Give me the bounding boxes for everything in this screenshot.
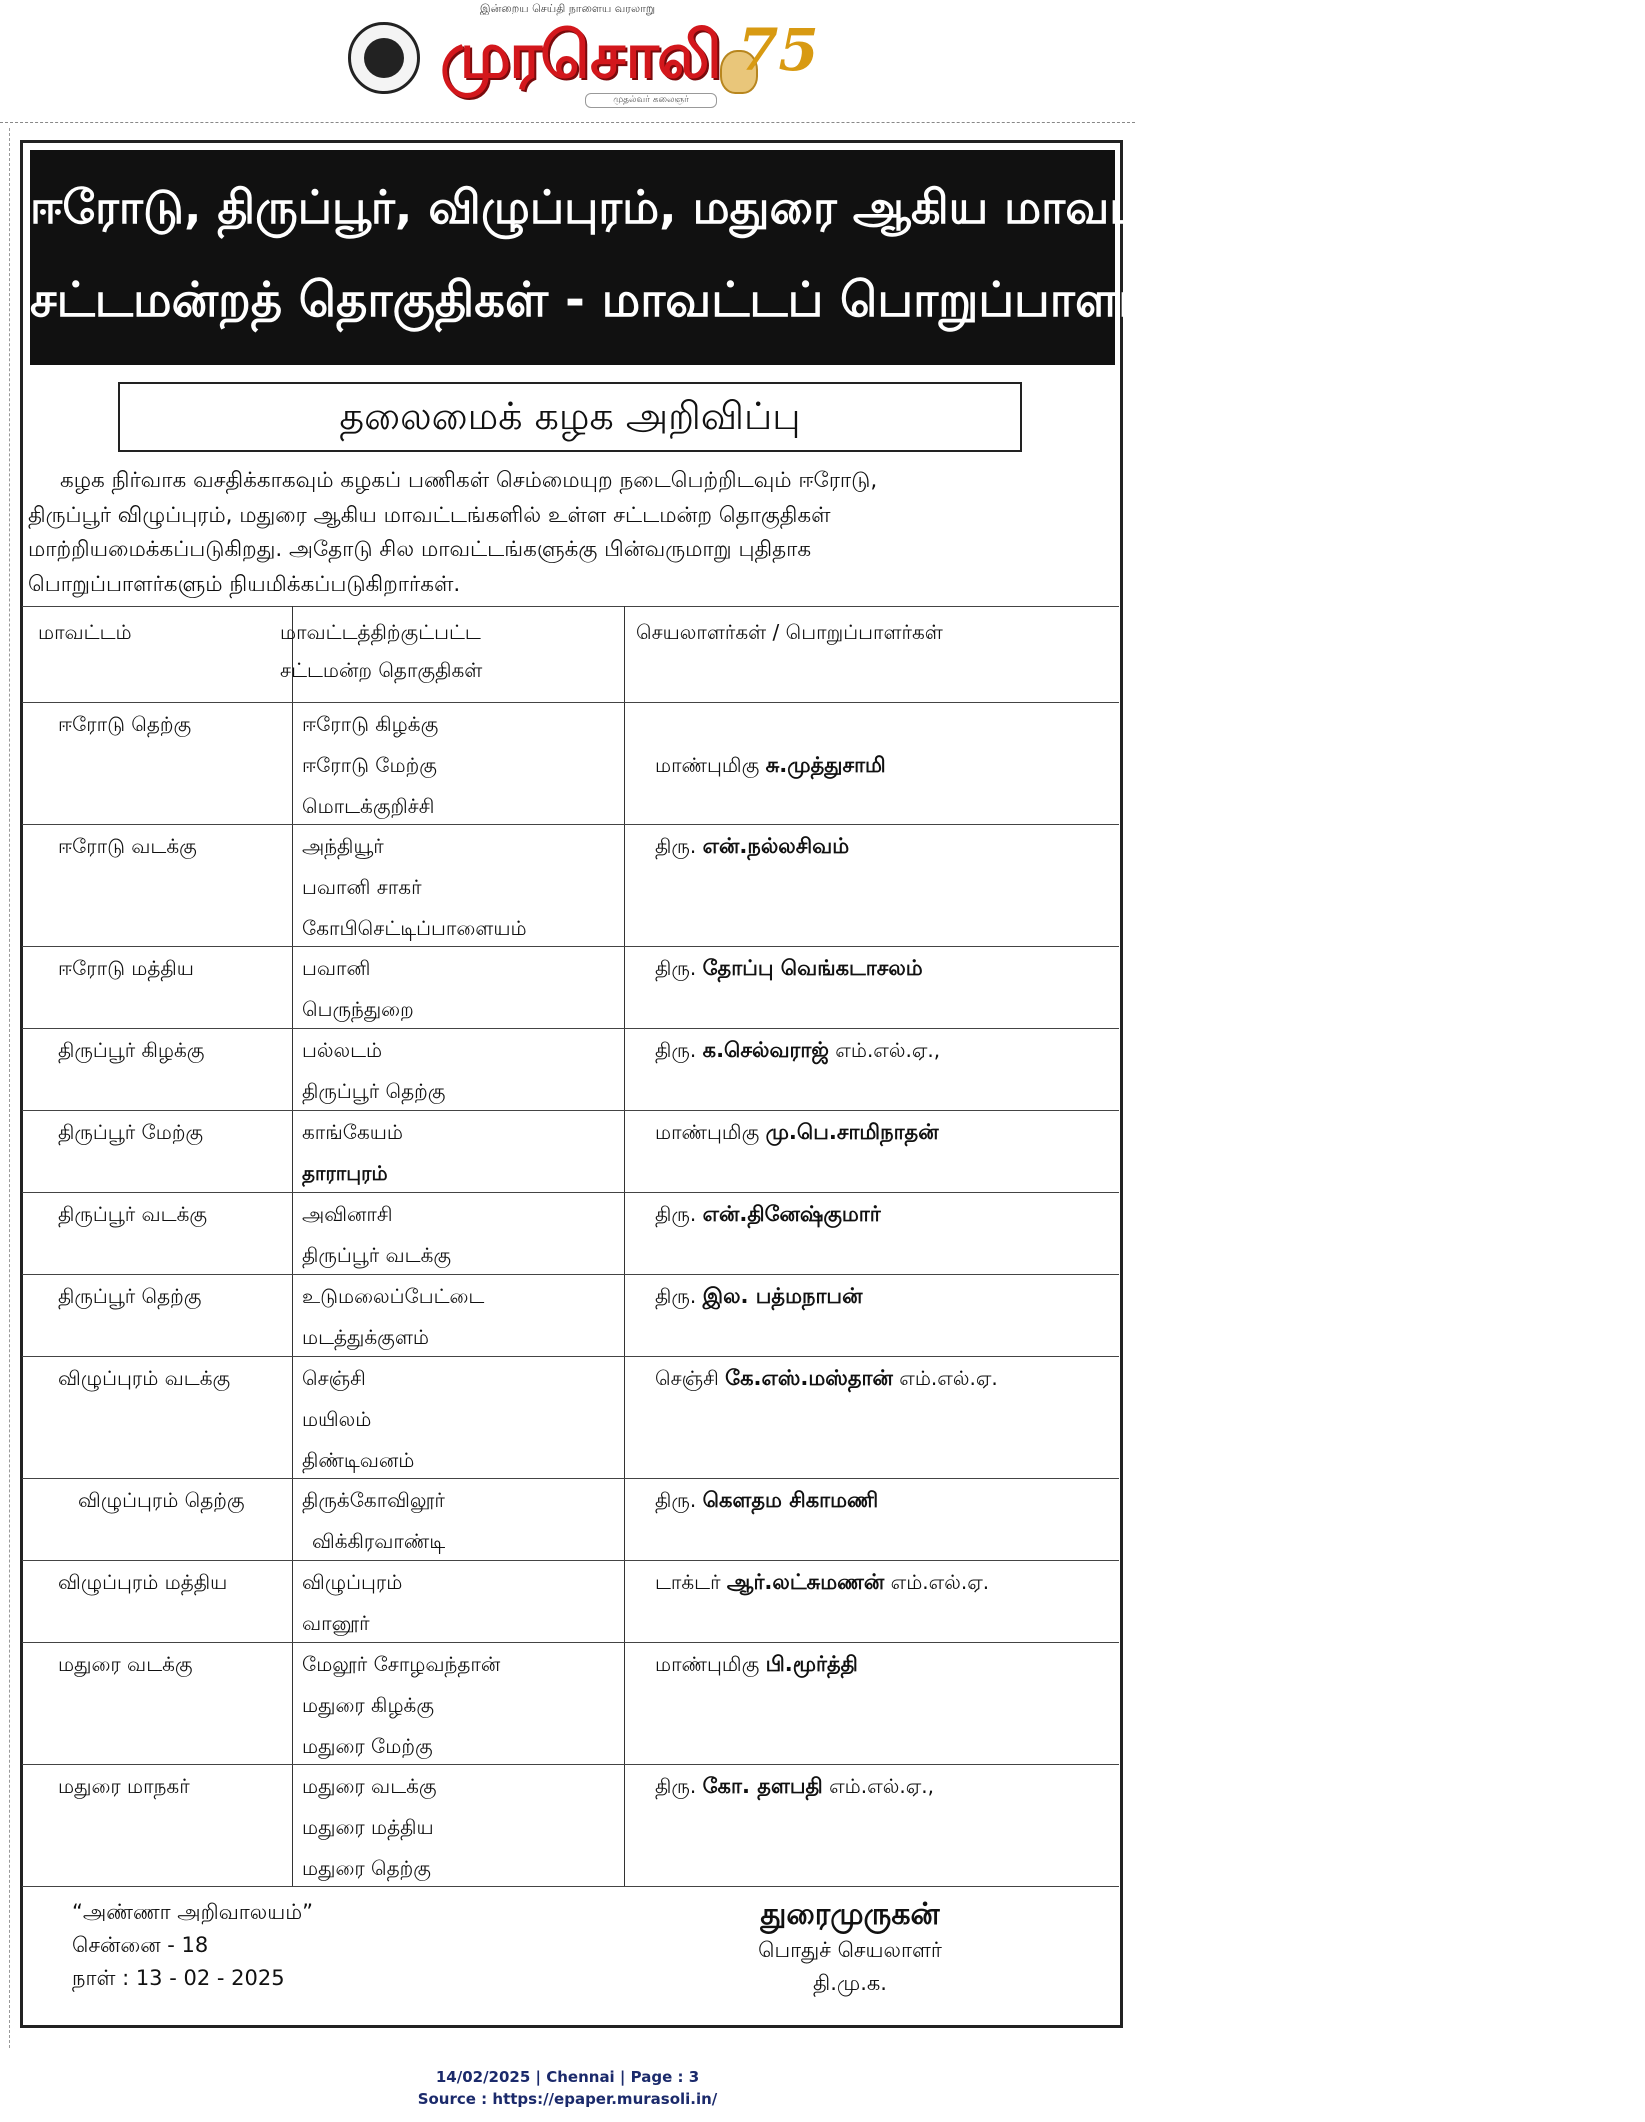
table-row: [22, 1764, 1119, 1765]
constituency-cell: விக்கிரவாண்டி: [312, 1529, 446, 1553]
city: சென்னை - 18: [72, 1933, 209, 1957]
constituency-cell: மேலூர் சோழவந்தான்: [302, 1652, 501, 1676]
secretary-title: திரு.: [655, 1284, 703, 1308]
district-cell: ஈரோடு வடக்கு: [58, 834, 197, 858]
district-cell: திருப்பூர் மேற்கு: [58, 1120, 204, 1144]
secretary-name: என்.நல்லசிவம்: [702, 834, 850, 858]
intro-line: கழக நிர்வாக வசதிக்காகவும் கழகப் பணிகள் செம்மையுற நடைபெற்றிடவும் ஈரோடு,: [60, 468, 878, 493]
secretary-suffix: எம்.எல்.ஏ.,: [828, 1038, 941, 1062]
secretary-name: ஆர்.லட்சுமணன்: [726, 1570, 885, 1594]
intro-line: மாற்றியமைக்கப்படுகிறது. அதோடு சில மாவட்டங்களுக்கு பின்வருமாறு புதிதாக: [28, 537, 812, 562]
table-bottom-border: [22, 1886, 1119, 1887]
constituency-cell: வானூர்: [302, 1611, 370, 1635]
constituency-cell: காங்கேயம்: [302, 1120, 403, 1144]
page-info: 14/02/2025 | Chennai | Page : 3: [435, 2068, 700, 2086]
secretary-cell: [655, 1358, 998, 1399]
table-row: [22, 1478, 1119, 1479]
secretary-cell: [655, 745, 886, 786]
masthead: [0, 0, 1135, 122]
secretary-title: திரு.: [655, 1202, 703, 1226]
table-row: [22, 1642, 1119, 1643]
constituency-cell: மதுரை தெற்கு: [302, 1856, 431, 1880]
secretary-title: டாக்டர்: [655, 1570, 727, 1594]
column-divider: [9, 128, 10, 2048]
constituency-cell: திண்டிவனம்: [302, 1448, 415, 1472]
masthead-tagline: இன்றைய செய்தி நாளைய வரலாறு: [479, 2, 656, 15]
secretary-title: திரு.: [655, 834, 703, 858]
secretary-suffix: எம்.எல்.ஏ.: [892, 1366, 998, 1390]
secretary-cell: [655, 1562, 989, 1603]
table-header-cell: செயலாளர்கள் / பொறுப்பாளர்கள்: [636, 620, 943, 644]
intro-paragraph: [28, 464, 1118, 602]
district-cell: விழுப்புரம் வடக்கு: [58, 1366, 231, 1390]
table-top-border: [22, 606, 1119, 607]
table-row: [22, 1028, 1119, 1029]
secretary-cell: [655, 1766, 934, 1807]
constituency-cell: பல்லடம்: [302, 1038, 383, 1062]
secretary-name: கௌதம சிகாமணி: [702, 1488, 879, 1512]
district-cell: ஈரோடு மத்திய: [58, 956, 194, 980]
secretary-title: மாண்புமிகு: [655, 1652, 766, 1676]
constituency-cell: தாராபுரம்: [302, 1161, 388, 1185]
logo-subtitle: முதல்வர் கலைஞர்: [585, 93, 717, 108]
signatory-designation: பொதுச் செயலாளர்: [758, 1938, 942, 1962]
secretary-title: செஞ்சி: [655, 1366, 726, 1390]
table-row: [22, 1356, 1119, 1357]
constituency-cell: மதுரை வடக்கு: [302, 1774, 437, 1798]
secretary-suffix: எம்.எல்.ஏ.,: [822, 1774, 934, 1798]
constituency-cell: மதுரை மேற்கு: [302, 1734, 433, 1758]
office-name: “அண்ணா அறிவாலயம்”: [72, 1900, 313, 1924]
secretary-title: மாண்புமிகு: [655, 753, 766, 777]
constituency-cell: மயிலம்: [302, 1407, 372, 1431]
secretary-title: மாண்புமிகு: [655, 1120, 766, 1144]
secretary-name: இல. பத்மநாபன்: [702, 1284, 863, 1308]
party-emblem-icon: [348, 22, 420, 94]
table-row: [22, 1110, 1119, 1111]
secretary-suffix: எம்.எல்.ஏ.: [884, 1570, 990, 1594]
table-row: [22, 702, 1119, 703]
headline-line-2: சட்டமன்றத் தொகுதிகள் - மாவட்டப் பொறுப்பாளர்கள் நியமனம் !: [30, 272, 1478, 328]
secretary-cell: [655, 1644, 858, 1685]
secretary-cell: [655, 1194, 881, 1235]
secretary-name: கோ. தளபதி: [702, 1774, 823, 1798]
constituency-cell: செஞ்சி: [302, 1366, 366, 1390]
constituency-cell: அந்தியூர்: [302, 834, 384, 858]
source-link[interactable]: Source : https://epaper.murasoli.in/: [417, 2090, 718, 2108]
newspaper-logo: முரசொலி: [440, 19, 720, 93]
constituency-cell: ஈரோடு கிழக்கு: [302, 712, 439, 736]
secretary-name: என்.தினேஷ்குமார்: [702, 1202, 881, 1226]
secretary-title: திரு.: [655, 1774, 703, 1798]
notice-title: தலைமைக் கழக அறிவிப்பு: [118, 382, 1022, 452]
district-cell: திருப்பூர் தெற்கு: [58, 1284, 202, 1308]
intro-line: பொறுப்பாளர்களும் நியமிக்கப்படுகிறார்கள்.: [28, 571, 461, 597]
headline-line-1: ஈரோடு, திருப்பூர், விழுப்புரம், மதுரை ஆகிய மாவட்டங்களில் அடங்கியுள்ள: [30, 180, 1645, 234]
secretary-name: க.செல்வராஜ்: [702, 1038, 829, 1062]
party-name: தி.மு.க.: [813, 1971, 887, 1995]
table-header-cell: சட்டமன்ற தொகுதிகள்: [280, 658, 483, 682]
table-row: [22, 824, 1119, 825]
constituency-cell: பெருந்துறை: [302, 997, 414, 1021]
constituency-cell: திருக்கோவிலூர்: [302, 1488, 445, 1512]
secretary-cell: [655, 1276, 862, 1317]
signatory-name: துரைமுருகன்: [760, 1897, 940, 1932]
constituency-cell: ஈரோடு மேற்கு: [302, 753, 437, 777]
date: நாள் : 13 - 02 - 2025: [72, 1966, 285, 1990]
headline-banner: [30, 150, 1645, 365]
constituency-cell: மதுரை மத்திய: [302, 1815, 434, 1839]
district-cell: திருப்பூர் வடக்கு: [58, 1202, 208, 1226]
constituency-cell: அவினாசி: [302, 1202, 393, 1226]
secretary-name: சு.முத்துசாமி: [765, 753, 886, 777]
secretary-name: பி.மூர்த்தி: [765, 1652, 858, 1676]
table-row: [22, 946, 1119, 947]
constituency-cell: திருப்பூர் வடக்கு: [302, 1243, 452, 1267]
table-row: [22, 1192, 1119, 1193]
signature-block: [700, 1896, 1000, 2000]
secretary-cell: [655, 826, 849, 867]
table-row: [22, 1560, 1119, 1561]
constituency-cell: கோபிசெட்டிப்பாளையம்: [302, 916, 527, 940]
secretary-cell: [655, 948, 923, 989]
constituency-cell: பவானி: [302, 956, 371, 980]
constituency-cell: திருப்பூர் தெற்கு: [302, 1079, 446, 1103]
constituency-cell: உடுமலைப்பேட்டை: [302, 1284, 485, 1308]
jubilee-75-logo: [720, 8, 819, 108]
secretary-title: திரு.: [655, 956, 703, 980]
masthead-divider: [0, 122, 1135, 123]
district-cell: விழுப்புரம் தெற்கு: [78, 1488, 245, 1512]
constituency-cell: பவானி சாகர்: [302, 875, 422, 899]
place-date-block: [72, 1896, 313, 1995]
district-cell: விழுப்புரம் மத்திய: [58, 1570, 228, 1594]
constituency-cell: மதுரை கிழக்கு: [302, 1693, 434, 1717]
district-cell: மதுரை வடக்கு: [58, 1652, 193, 1676]
constituency-cell: விழுப்புரம்: [302, 1570, 403, 1594]
district-cell: மதுரை மாநகர்: [58, 1774, 190, 1798]
secretary-name: கே.எஸ்.மஸ்தான்: [725, 1366, 893, 1390]
secretary-cell: [655, 1112, 939, 1153]
secretary-title: திரு.: [655, 1038, 703, 1062]
district-cell: ஈரோடு தெற்கு: [58, 712, 192, 736]
constituency-cell: மடத்துக்குளம்: [302, 1325, 429, 1349]
table-header-cell: மாவட்டம்: [38, 620, 132, 644]
jubilee-number: 75: [738, 16, 819, 84]
secretary-name: மு.பெ.சாமிநாதன்: [765, 1120, 939, 1144]
secretary-cell: [655, 1030, 940, 1071]
table-row: [22, 1274, 1119, 1275]
table-column-divider: [292, 606, 293, 1886]
table-header-cell: மாவட்டத்திற்குட்பட்ட: [280, 620, 481, 644]
secretary-cell: [655, 1480, 878, 1521]
secretary-title: திரு.: [655, 1488, 703, 1512]
constituency-cell: மொடக்குறிச்சி: [302, 794, 435, 818]
intro-line: திருப்பூர் விழுப்புரம், மதுரை ஆகிய மாவட்டங்களில் உள்ள சட்டமன்ற தொகுதிகள்: [28, 502, 831, 528]
district-cell: திருப்பூர் கிழக்கு: [58, 1038, 205, 1062]
table-column-divider: [624, 606, 625, 1886]
secretary-name: தோப்பு வெங்கடாசலம்: [702, 956, 923, 980]
